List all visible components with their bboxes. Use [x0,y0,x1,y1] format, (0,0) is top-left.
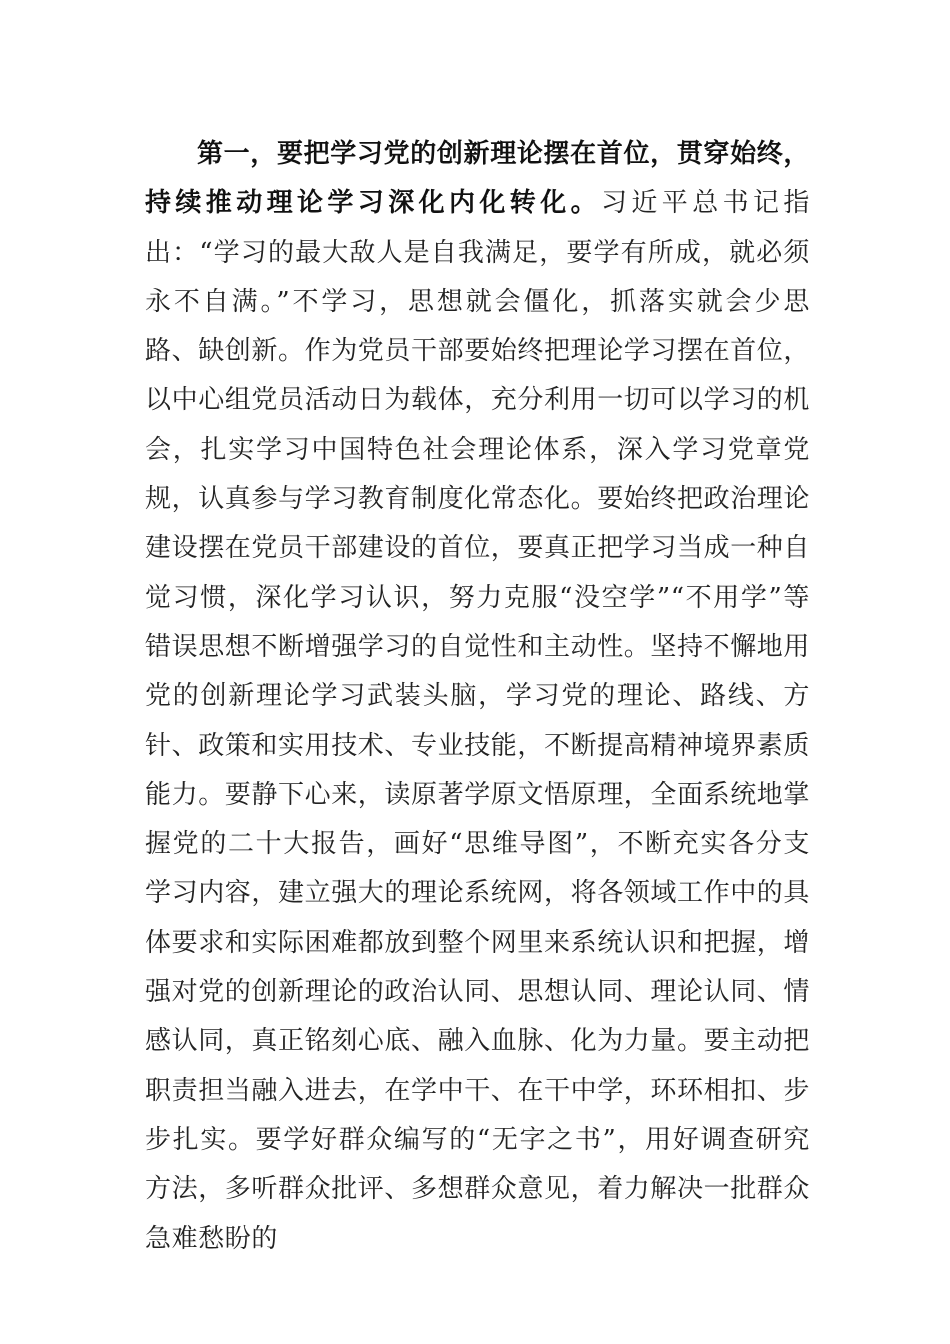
paragraph-body-text: 习近平总书记指出：“学习的最大敌人是自我满足，要学有所成，就必须永不自满。”不学习，思想就会僵化，抓落实就会少思路、缺创新。作为党员干部要始终把理论学习摆在首位，以中心组党员活动日为载体，充分利用一切可以学习的机会，扎实学习中国特色社会理论体系，深入学习党章党规，认真参与学习教育制度化常态化。要始终把政治理论建设摆在党员干部建设的首位，要真正把学习当成一种自觉习惯，深化学习认识，努力克服“没空学”“不用学”等错误思想不断增强学习的自觉性和主动性。坚持不懈地用党的创新理论学习武装头脑，学习党的理论、路线、方针、政策和实用技术、专业技能，不断提高精神境界素质能力。要静下心来，读原著学原文悟原理，全面系统地掌握党的二十大报告，画好“思维导图”，不断充实各分支学习内容，建立强大的理论系统网，将各领域工作中的具体要求和实际困难都放到整个网里来系统认识和把握，增强对党的创新理论的政治认同、思想认同、理论认同、情感认同，真正铭刻心底、融入血脉、化为力量。要主动把职责担当融入进去，在学中干、在干中学，环环相扣、步步扎实。要学好群众编写的“无字之书”，用好调查研究方法，多听群众批评、多想群众意见，着力解决一批群众急难愁盼的 [145,188,811,1254]
paragraph [145,130,810,1264]
document-body [145,130,810,1264]
paragraph-lead-heading: 第一，要把学习党的创新理论摆在首位，贯穿始终，持续推动理论学习深化内化转化。 [145,139,810,219]
